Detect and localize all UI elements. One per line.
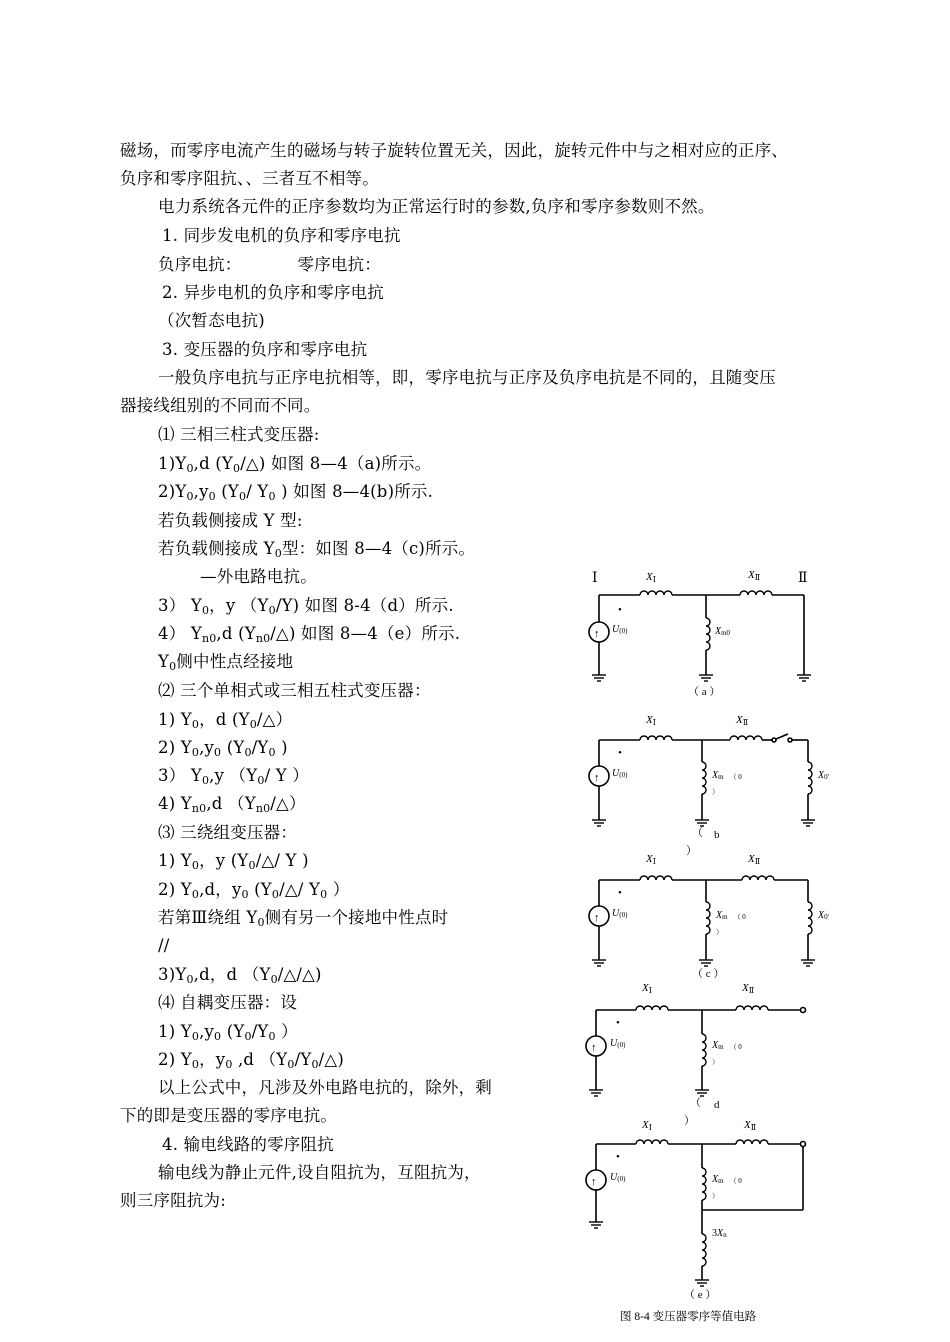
item-2-3: 3） $Y_0,y$ （$Y_0/$ Y ） xyxy=(158,766,310,787)
open-switch-contact xyxy=(772,738,776,742)
phasor-dot: • xyxy=(616,1151,620,1163)
xI-label: XⅠ xyxy=(646,571,656,584)
item-1-5: —外电路电抗。 xyxy=(200,567,317,586)
circuit-e xyxy=(586,1119,806,1301)
caption-d-close: ） xyxy=(684,1115,695,1127)
para5-line2: 则三序阻抗为: xyxy=(120,1191,226,1210)
xI-label: XⅠ xyxy=(646,714,656,727)
source-arrow-icon: ↑ xyxy=(594,772,600,784)
section-4: ⑷ 自耦变压器：设 xyxy=(158,993,298,1012)
xm0-label: Xm （ 0 xyxy=(716,910,746,921)
xload-label: X0' xyxy=(818,910,829,921)
paren-close: ） xyxy=(712,788,719,796)
node-II-label: Ⅱ xyxy=(798,571,808,586)
para4-line2: 下的即是变压器的零序电抗。 xyxy=(120,1106,338,1125)
zero-reactance-label: 零序电抗： xyxy=(297,255,381,274)
neg-reactance-label: 负序电抗： xyxy=(158,255,242,274)
item-1-1: $1)Y_0,d$ $(Y_0/\triangle)$ 如图 8—4（a)所示。 xyxy=(158,454,432,475)
xm0-label: Xm （ 0 xyxy=(712,770,742,781)
heading-2: 2. 异步电机的负序和零序电抗 xyxy=(162,283,384,302)
caption-d-open: （ xyxy=(690,1097,701,1109)
subtransient-line: （次暂态电抗) xyxy=(158,311,265,330)
item-2-2: 2) $Y_0,y_0$ ($Y_0/Y_0$ ) xyxy=(158,738,288,759)
item-3-1: 1) $Y_0$，y ($Y_0/\triangle/$ Y ) xyxy=(158,851,309,872)
circuit-b xyxy=(589,714,829,857)
zero-sequence-circuit-figure xyxy=(560,550,950,1340)
item-1-7: 4） $Y_{n0},d$ $(Y_{n0}/\triangle)$ 如图 8—4（e）所示. xyxy=(158,624,461,645)
source-arrow-icon: ↑ xyxy=(594,912,600,924)
item-1-8: $Y_0$侧中性点经接地 xyxy=(158,652,294,673)
circuit-a xyxy=(589,569,811,698)
caption-b-open: （ xyxy=(692,827,703,839)
para1-line1: 磁场，而零序电流产生的磁场与转子旋转位置无关，因此，旋转元件中与之相对应的正序、 xyxy=(120,141,788,160)
u0-label: U(0) xyxy=(612,908,628,919)
caption-d: d xyxy=(714,1099,720,1111)
item-2-1: 1) $Y_0$，d $(Y_0/\triangle)$ xyxy=(158,710,293,731)
phasor-dot: • xyxy=(618,604,622,616)
xII-label: XⅡ xyxy=(748,569,761,582)
item-2-4: 4) $Y_{n0},d$ $(Y_{n0}/\triangle)$ xyxy=(158,794,306,815)
item-3-5: $3)Y_0,d$，d $(Y_0/\triangle/\triangle)$ xyxy=(158,965,322,986)
item-3-2: 2) $Y_0,d$，$y_0$ ($Y_0/\triangle/$ $Y_0$ ） xyxy=(158,880,350,901)
item-4-2: 2) $Y_0$，$y_0$ ,d $(Y_0/Y_0/\triangle)$ xyxy=(158,1050,344,1071)
xI-label: XⅠ xyxy=(642,1119,652,1132)
figure-caption: 图 8-4 变压器零序等值电路 xyxy=(620,1311,757,1323)
xII-label: XⅡ xyxy=(742,982,755,995)
source-arrow-icon: ↑ xyxy=(591,1042,597,1054)
heading-1: 1. 同步发电机的负序和零序电抗 xyxy=(162,226,401,245)
caption-a: （ a ） xyxy=(688,686,721,698)
item-1-6: 3） $Y_0$，y $(Y_0/Y)$ 如图 8-4（d）所示. xyxy=(158,596,454,617)
para3-line2: 器接线组别的不同而不同。 xyxy=(120,396,321,415)
item-3-3: 若第Ⅲ绕组 $Y_0$侧有另一个接地中性点时 xyxy=(158,908,449,929)
section-2: ⑵ 三个单相式或三相五柱式变压器： xyxy=(158,681,431,700)
section-3: ⑶ 三绕组变压器： xyxy=(158,823,298,842)
para2: 电力系统各元件的正序参数均为正常运行时的参数,负序和零序参数则不然。 xyxy=(158,197,715,216)
source-arrow-icon: ↑ xyxy=(594,628,600,640)
u0-label: U(0) xyxy=(612,624,628,635)
paren-close: ） xyxy=(712,1192,719,1200)
caption-c: （ c ） xyxy=(692,968,725,980)
open-terminal xyxy=(801,1008,806,1013)
para1-line2: 负序和零序阻抗、、三者互不相等。 xyxy=(120,169,379,188)
u0-label: U(0) xyxy=(610,1172,626,1183)
heading-4: 4. 输电线路的零序阻抗 xyxy=(162,1135,334,1154)
para5-line1: 输电线为静止元件,设自阻抗为，互阻抗为， xyxy=(158,1163,481,1182)
xII-label: XⅡ xyxy=(748,853,761,866)
circuit-c xyxy=(589,853,829,980)
xI-label: XⅠ xyxy=(642,982,652,995)
heading-3: 3. 变压器的负序和零序电抗 xyxy=(162,340,368,359)
paren-close: ） xyxy=(712,1058,719,1066)
caption-b: b xyxy=(714,829,720,841)
phasor-dot: • xyxy=(618,747,622,759)
xm0-label: Xm （ 0 xyxy=(712,1040,742,1051)
source-arrow-icon: ↑ xyxy=(591,1176,597,1188)
para3-line1: 一般负序电抗与正序电抗相等，即，零序电抗与正序及负序电抗是不同的，且随变压 xyxy=(158,368,776,387)
xI-label: XⅠ xyxy=(646,853,656,866)
paren-close: ） xyxy=(716,928,723,936)
para4-line1: 以上公式中，凡涉及外电路电抗的，除外，剩 xyxy=(158,1078,492,1097)
caption-b-close: ） xyxy=(686,845,697,857)
xm0-label: Xm （ 0 xyxy=(712,1174,742,1185)
node-I-label: Ⅰ xyxy=(592,571,598,586)
item-1-3: 若负载侧接成 Y 型: xyxy=(158,511,303,530)
three-xn-label: 3Xn xyxy=(712,1228,727,1239)
xII-label: XⅡ xyxy=(736,714,749,727)
phasor-dot: • xyxy=(616,1017,620,1029)
phasor-dot: • xyxy=(618,887,622,899)
section-1: ⑴ 三相三柱式变压器: xyxy=(158,425,320,444)
item-1-4: 若负载侧接成 $Y_0$型：如图 8—4（c)所示。 xyxy=(158,539,476,560)
u0-label: U(0) xyxy=(610,1038,626,1049)
xm0-label: Xm0 xyxy=(715,626,731,637)
item-4-1: 1) $Y_0,y_0$ ($Y_0/Y_0$ ） xyxy=(158,1022,298,1043)
caption-e: （ e ） xyxy=(684,1289,717,1301)
u0-label: U(0) xyxy=(612,768,628,779)
item-3-4: // xyxy=(158,936,170,955)
circuit-d xyxy=(586,982,806,1127)
neg-zero-reactance-line xyxy=(158,254,381,276)
xload-label: X0' xyxy=(818,770,829,781)
item-1-2: $2)Y_0,y_0$ ($Y_0/$ $Y_0$ ) 如图 8—4(b)所示. xyxy=(158,482,434,503)
xII-label: XⅡ xyxy=(744,1119,757,1132)
